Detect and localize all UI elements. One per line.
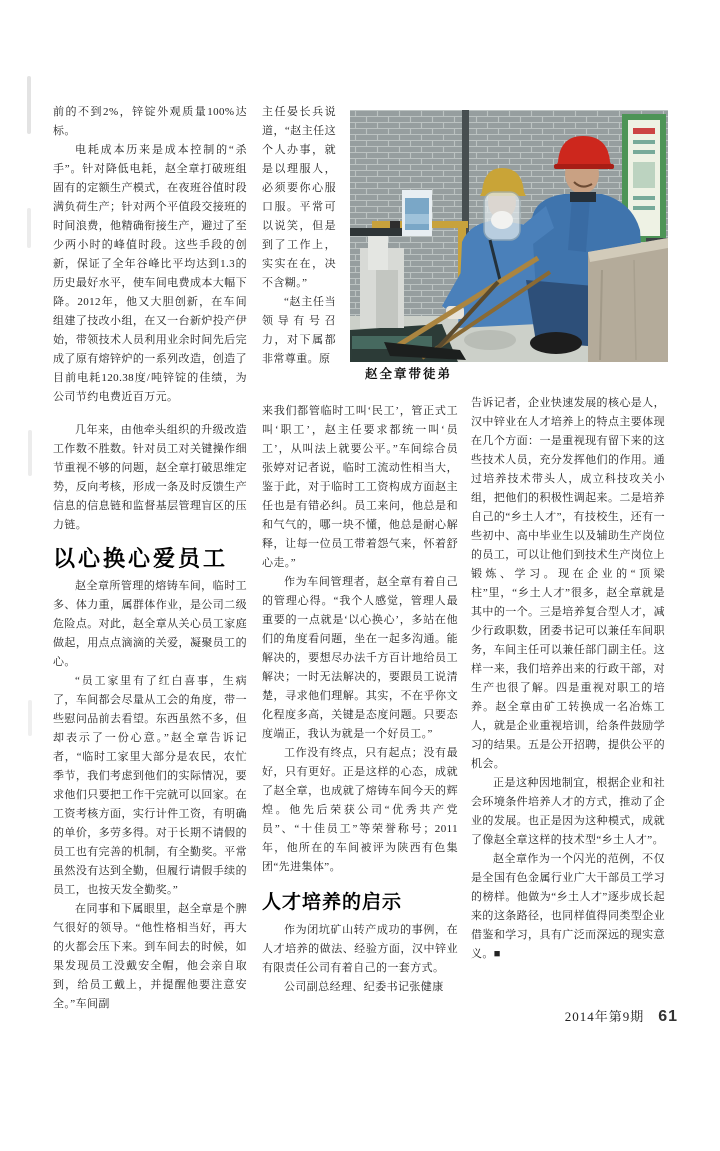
dross-pile (464, 330, 516, 350)
section-heading-talent: 人才培养的启示 (262, 892, 403, 913)
collar (570, 192, 596, 202)
paragraph: 在同事和下属眼里，赵全章是个脾气很好的领导。“他性格相当好，再大的火都会压下来。到车间去的时候，如果发现员工没戴安全帽，他会亲自取到，给员工戴上，并提醒他要注意安全。”车间副 (53, 903, 247, 1010)
paragraph: “赵主任当领导有号召力，对下属都非常尊重。原 (262, 296, 336, 365)
paragraph: 电耗成本历来是成本控制的“杀手”。针对降低电耗，赵全章打破班组固有的定额生产模式，在夜班谷值时段满负荷生产；针对两个平值段交接班的时间浪费，他精确衔接生产，避过了至少两小时的峰值时段。这些手段的创新，保证了全年谷峰比平均达到1.3的历史最好水平，使车间电费成本大幅下降。2012年，他又大胆创新，在车间组建了技改小组，在又一台新炉投产伊始，带领技术人员利用业余时间先后完成了原有熔锌炉的一系列改造，创造了目前电耗120.38度/吨锌锭的佳绩，为公司节约电费近百万元。 (53, 144, 247, 403)
scan-smudge (28, 700, 32, 736)
paragraph: 赵全章所管理的熔铸车间，临时工多、体力重，属群体作业，是公司二级危险点。对此，赵全章从关心员工家庭做起，用点点滴滴的关爱，凝聚员工的心。 (53, 580, 247, 668)
page-footer (558, 1006, 678, 1026)
column-2 (262, 402, 458, 997)
scan-smudge (28, 430, 32, 476)
column-2-beside-photo (262, 103, 336, 369)
column-1 (53, 103, 247, 1014)
paragraph-continuation: 主任晏长兵说道，“赵主任这个人办事，就是以理服人，必须要你心服口服。平常可以说笑，但是到了工作上，实实在在，决不含糊。” (262, 106, 336, 289)
paragraph-continuation: 前的不到2%，锌锭外观质量100%达标。 (53, 106, 247, 137)
paragraph: 公司副总经理、纪委书记张健康 (284, 981, 444, 993)
paragraph: 工作没有终点，只有起点；没有最好，只有更好。正是这样的心态，成就了赵全章，也成就了熔铸车间今天的辉煌。他先后荣获公司“优秀共产党员”、“十佳员工”等荣誉称号；2011年，他所在的车间被评为陕西有色集团“先进集体”。 (262, 747, 458, 873)
section-heading-love: 以心换心爱员工 (53, 546, 229, 571)
page-number: 61 (658, 1008, 678, 1025)
paragraph: 作为车间管理者，赵全章有着自己的管理心得。“我个人感觉，管理人最重要的一点就是‘以心换心’，多站在他们的角度看问题，坐在一起多沟通。能解决的，要想尽办法千方百计地给员工解决；一时无法解决的，要跟员工说清楚，寻求他们理解。其实，不在乎你文化程度多高，关键是态度问题。只要态度端正，我认为就是一个好员工。” (262, 576, 458, 740)
scan-smudge (27, 76, 31, 134)
paragraph: 正是这种因地制宜，根据企业和社会环境条件培养人才的方式，推动了企业的发展。也正是因为这种模式，成就了像赵全章这样的技术型“乡土人才”。 (471, 777, 665, 846)
scan-smudge (27, 208, 31, 248)
paragraph-with-endmark: 赵全章作为一个闪光的范例，不仅是全国有色金属行业广大干部员工学习的榜样。他做为“乡土人才”逐步成长起来的这条路径，也同样值得同类型企业借鉴和学习，具有广泛而深远的现实意义。■ (471, 853, 665, 960)
paragraph-continuation: 来我们都管临时工叫‘民工’，管正式工叫‘职工’，赵主任要求都统一叫‘员工’，从叫法上就要公平。”车间综合员张婷对记者说，临时工流动性相当大，鉴于此，对于临时工工资构成方面赵主任也是有错必纠。员工来问，他总是和和气气的，哪一块不懂，他总是耐心解释，让每一位员工带着怨气来，怀着舒心走。” (262, 405, 458, 569)
journal-issue: 2014年第9期 (564, 1009, 645, 1024)
paragraph: 作为闭坑矿山转产成功的事例，在人才培养的做法、经验方面，汉中锌业有限责任公司有着自己的一套方式。 (262, 924, 458, 974)
dust-mask (491, 211, 513, 229)
paragraph: “员工家里有了红白喜事，生病了，车间都会尽量从工会的角度，带一些慰问品前去看望。东西虽然不多，但却表示了一份心意。”赵全章告诉记者，“临时工家里大部分是农民，农忙季节，我们考虑到他们的实际情况，要求他们只要把工作干完就可以回家。在工资考核方面，实行计件工资，有明确的单价，多劳多得。对于长期不请假的员工也有完善的机制，有全勤奖。平常虽然没有达到全勤，但履行请假手续的员工，也按天发全勤奖。” (53, 675, 247, 896)
boot (530, 332, 582, 354)
paragraph: 几年来，由他牵头组织的升级改造工作数不胜数。针对员工对关键操作细节重视不够的问题，赵全章打破思维定势，反向考核，形成一条及时反馈生产信息的信息链和监督基层管理盲区的压力链。 (53, 424, 247, 531)
photo-caption: 赵全章带徒弟 (365, 367, 453, 381)
column-3 (471, 394, 665, 964)
paragraph-continuation: 告诉记者，企业快速发展的核心是人，汉中锌业在人才培养上的特点主要体现在几个方面：一是重视现有留下来的这些技术人员，充分发挥他们的作用。通过培养技术带头人，成立科技攻关小组，把他们的积极性调起来。二是培养自己的“乡土人才”，有技校生，还有一些初中、高中毕业生以及辅助生产岗位的员工，可以让他们到技术生产岗位上锻炼、学习。现在企业的“顶梁柱”里，“乡土人才”很多，赵全章就是其中的一个。三是培养复合型人才，减少行政职数，团委书记可以兼任车间职务，车间主任可以兼任部门副主任。这样一来，我们培养出来的行政干部，对生产也很了解。四是重视对职工的培养。赵全章由矿工转换成一名冶炼工人，就是企业重视培训，给条件鼓励学习的结果。五是公开招聘，提供公平的机会。 (471, 397, 665, 770)
photo-workers (350, 110, 668, 362)
